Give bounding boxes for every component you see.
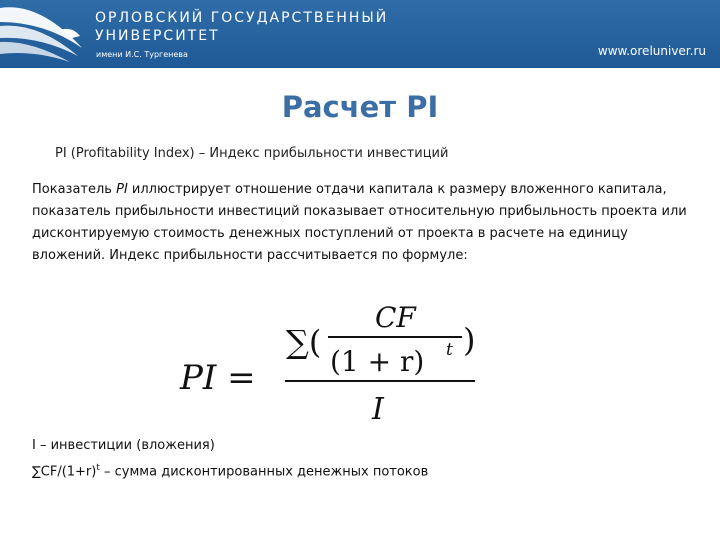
definition-text: – сумма дисконтированных денежных потоков [99,464,429,480]
university-name-line2: УНИВЕРСИТЕТ [95,28,220,44]
definition-investment: I – инвестиции (вложения) [32,438,215,453]
paragraph-text-before: Показатель [32,182,117,197]
header-banner [0,0,720,68]
definition-discounted-flows [32,457,428,483]
formula-inner-denominator: (1 + r) [330,345,425,378]
university-name-line1: ОРЛОВСКИЙ ГОСУДАРСТВЕННЫЙ [95,10,389,26]
paragraph-term: PI [116,182,128,197]
formula-inner-numerator: CF [375,301,416,334]
slide-title: Расчет PI [281,90,439,124]
description-paragraph [32,179,692,267]
pi-formula [170,295,490,430]
formula-outer-denominator: I [372,392,384,427]
definition-superscript: t [96,463,100,473]
definition-formula-prefix: ∑CF/(1+r) [32,464,97,480]
website-url: www.oreluniver.ru [597,44,706,58]
formula-sigma: ∑( [286,323,322,361]
definitions-block [32,434,428,483]
slide-subtitle: PI (Profitability Index) – Индекс прибыльности инвестиций [55,146,449,161]
university-subtitle: имени И.С. Тургенева [96,50,188,59]
paragraph-text-after: иллюстрирует отношение отдачи капитала к размеру вложенного капитала, показатель прибыльности инвестиций показывает относительную прибыльность проекта или дисконтируемую стоимость денежных поступлений от проекта в расчете на единицу вложений. Индекс прибыльности рассчитывается по формуле: [32,182,687,263]
bird-wing-logo-icon [0,0,90,68]
formula-lhs: PI = [180,358,256,398]
formula-exponent: t [446,340,453,360]
formula-close-paren: ) [463,321,476,359]
